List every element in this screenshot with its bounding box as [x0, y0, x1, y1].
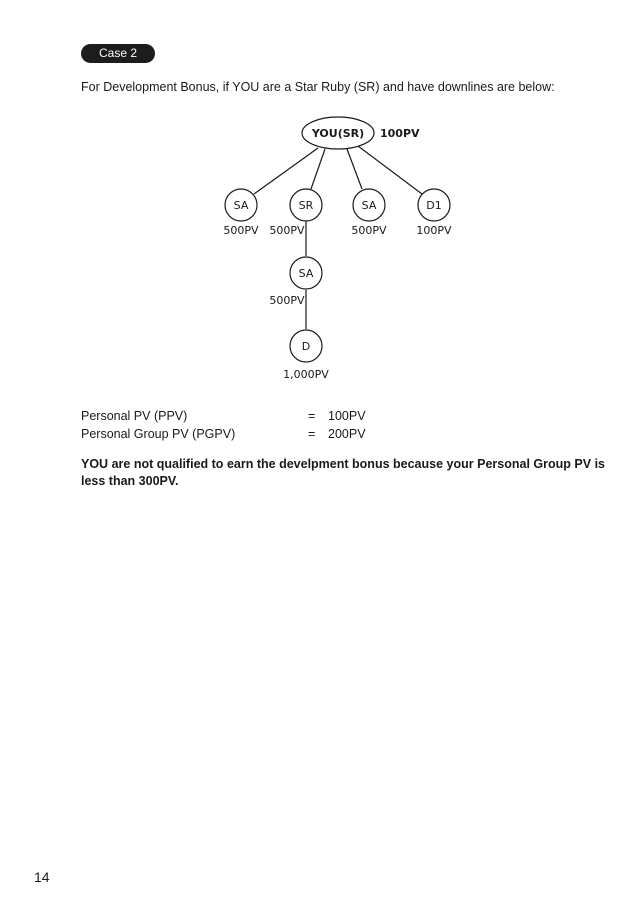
summary-value-pgpv: 200PV — [328, 427, 366, 441]
summary-value-ppv: 100PV — [328, 409, 366, 423]
connector-you-sa1 — [254, 148, 318, 194]
downline-tree-diagram — [0, 0, 638, 400]
pv-label-d: 1,000PV — [283, 368, 329, 381]
summary-label-ppv: Personal PV (PPV) — [81, 409, 188, 423]
connector-you-sr — [311, 149, 325, 189]
pv-label-you: 100PV — [380, 127, 420, 140]
pv-label-sa-3: 500PV — [269, 294, 305, 307]
pv-label-sa-1: 500PV — [223, 224, 259, 237]
node-label-d1: D1 — [426, 199, 442, 212]
intro-text: For Development Bonus, if YOU are a Star Ruby (SR) and have downlines are below: — [81, 80, 555, 94]
pv-label-d1: 100PV — [416, 224, 452, 237]
summary-label-pgpv: Personal Group PV (PGPV) — [81, 427, 236, 441]
page-number: 14 — [34, 869, 50, 885]
node-label-sr: SR — [298, 199, 314, 212]
connector-you-sa2 — [347, 149, 362, 189]
node-label-sa-1: SA — [233, 199, 249, 212]
pv-label-sa-2: 500PV — [351, 224, 387, 237]
node-label-sa-2: SA — [361, 199, 377, 212]
node-label-sa-3: SA — [298, 267, 314, 280]
summary-eq-pgpv: = — [308, 427, 316, 441]
node-label-d: D — [301, 340, 311, 353]
case-label-badge: Case 2 — [81, 44, 155, 63]
connector-you-d1 — [358, 146, 422, 194]
pv-label-sr: 500PV — [269, 224, 305, 237]
conclusion-text: YOU are not qualified to earn the develpment bonus because your Personal Group PV is less than 300PV. — [81, 457, 605, 488]
node-label-you: YOU(SR) — [311, 127, 365, 140]
summary-eq-ppv: = — [308, 409, 316, 423]
